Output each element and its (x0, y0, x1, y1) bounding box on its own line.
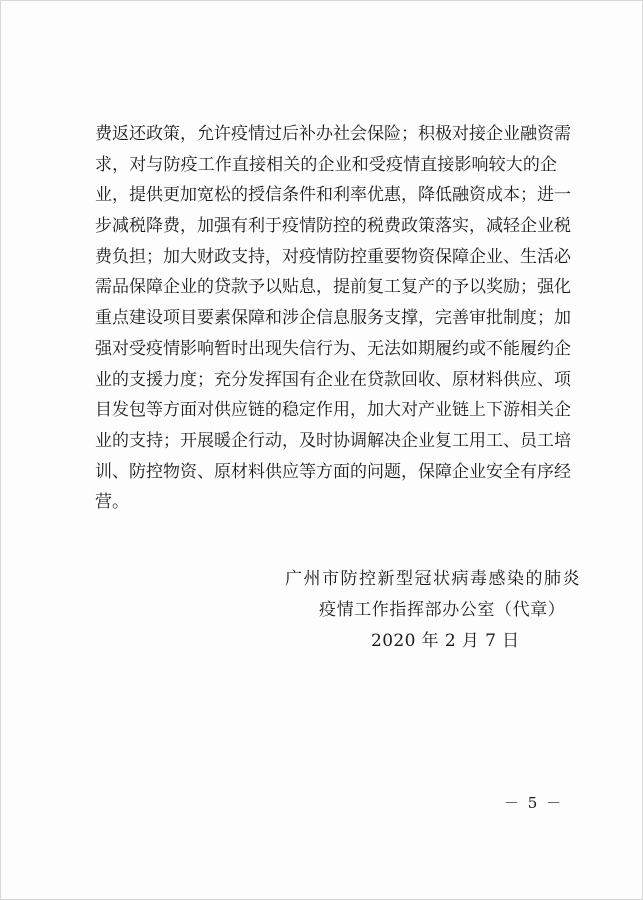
body-line: 业的支持；开展暖企行动，及时协调解决企业复工用工、员工培 (95, 430, 571, 451)
body-line: 目发包等方面对供应链的稳定作用，加大对产业链上下游相关企 (95, 400, 571, 421)
body-line: 费负担；加大财政支持，对疫情防控重要物资保障企业、生活必 (95, 246, 571, 267)
body-line-last: 营。 (95, 492, 129, 513)
body-line: 业的支援力度；充分发挥国有企业在贷款回收、原材料供应、项 (95, 369, 571, 390)
body-text (95, 119, 571, 518)
body-line: 需品保障企业的贷款予以贴息，提前复工复产的予以奖励；强化 (95, 277, 571, 298)
body-line: 费返还政策，允许疫情过后补办社会保险；积极对接企业融资需 (95, 124, 571, 144)
signature-org-line-1: 广州市防控新型冠状病毒感染的肺炎 (285, 569, 581, 589)
body-line: 求，对与防疫工作直接相关的企业和受疫情直接影响较大的企 (95, 154, 557, 175)
signature-date: 2020 年 2 月 7 日 (371, 631, 520, 651)
signature-org-line-2: 疫情工作指挥部办公室（代章） (319, 600, 566, 620)
body-line: 业，提供更加宽松的授信条件和利率优惠，降低融资成本；进一 (95, 185, 571, 206)
body-line: 训、防控物资、原材料供应等方面的问题，保障企业安全有序经 (95, 461, 571, 482)
page-number: － 5 － (504, 794, 564, 812)
body-line: 重点建设项目要素保障和涉企信息服务支撑，完善审批制度；加 (95, 308, 571, 329)
body-line: 步减税降费，加强有利于疫情防控的税费政策落实，减轻企业税 (95, 216, 571, 237)
body-line: 强对受疫情影响暂时出现失信行为、无法如期履约或不能履约企 (95, 338, 571, 359)
